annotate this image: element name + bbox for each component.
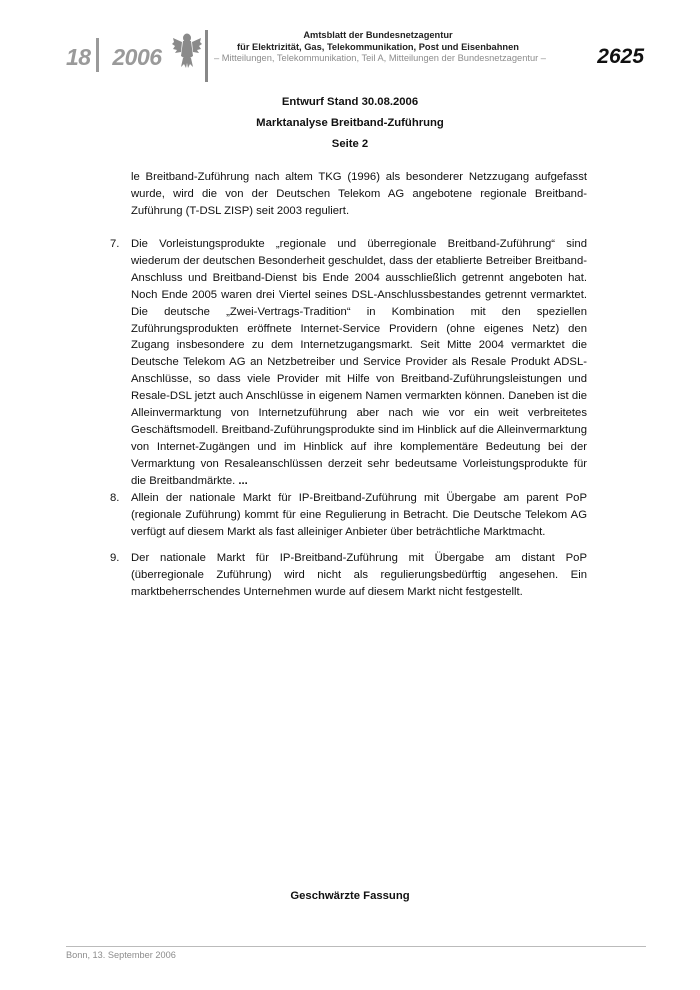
redacted-version-label: Geschwärzte Fassung: [290, 890, 410, 902]
publisher-line-2: für Elektrizität, Gas, Telekommunikation, Post und Eisenbahnen: [237, 41, 519, 52]
publisher-title: [214, 30, 542, 53]
issue-divider: [96, 38, 99, 72]
issue-number: 18: [66, 44, 91, 70]
item-8-paragraph: Allein der nationale Markt für IP-Breitband-Zuführung mit Übergabe am parent PoP (regionale Zuführung) kommt für eine Regulierung in Betracht. Die Deutsche Telekom AG verfügt auf diesem Markt als fast alleiniger Anbieter über beträchtliche Marktmacht.: [131, 492, 587, 538]
header-divider: [205, 30, 208, 82]
item-7-text: Die Vorleistungsprodukte „regionale und überregionale Breitband-Zuführung“ sind wiederum der deutschen Besonderheit geschuldet, dass der etablierte Betreiber Breitband-Anschluss und Breitband-Dienst bis Ende 2004 ausschließlich getrennt angeboten hat. Noch Ende 2005 waren drei Viertel seines DSL-Anschlussbestandes getrennt vermarktet. Die deutsche „Zwei-Vertrags-Tradition“ in Kombination mit den speziellen Zuführungsprodukten eröffnete Internet-Service Providern (ohne eigenes Netz) den Zugang insbesondere zu dem Internetzugangsmarkt. Seit Mitte 2004 vermarktet die Deutsche Telekom AG an Netzbetreiber und Service Provider als Resale Produkt ADSL-Anschlüsse, so dass viele Provider mit Hilfe von Breitband-Zuführungsleistungen und Resale-DSL jetzt auch Anschlüsse in eigenem Namen vermarkten können. Daneben ist die Alleinvermarktung von Internetzuführung aber nach wie vor ein weit verbreitetes Geschäftsmodell. Breitband-Zuführungsprodukte sind im Hinblick auf die Alleinvermarktung von Internet-Zugängen und im Hinblick auf ihre komplementäre Bedeutung bei der Vermarktung von Resaleanschlüssen derzeit sehr bedeutsame Vorleistungsprodukte für die Breitbandmärkte.: [131, 238, 587, 487]
issue-label: [66, 44, 162, 71]
federal-eagle-icon: [172, 30, 202, 72]
item-9-number: 9.: [110, 552, 120, 564]
item-7-number: 7.: [110, 238, 120, 250]
page-label: Seite 2: [331, 138, 369, 150]
issue-year: 2006: [112, 44, 162, 70]
item-7-ellipsis: ...: [235, 474, 248, 487]
footer-rule: [66, 946, 646, 947]
item-8-number: 8.: [110, 492, 120, 504]
page-number: 2625: [597, 45, 644, 68]
item-7-paragraph: [131, 236, 587, 490]
draft-status-line: Entwurf Stand 30.08.2006: [281, 96, 419, 108]
intro-paragraph: le Breitband-Zuführung nach altem TKG (1996) als besonderer Netzzugang aufgefasst wurde, wird die von der Deutschen Telekom AG angebotene regionale Breitband-Zuführung (T-DSL ZISP) seit 2003 reguliert.: [131, 171, 587, 217]
publisher-subtitle: – Mitteilungen, Telekommunikation, Teil A, Mitteilungen der Bundesnetzagentur –: [214, 53, 546, 63]
publisher-line-1: Amtsblatt der Bundesnetzagentur: [303, 30, 453, 40]
item-9-paragraph: Der nationale Markt für IP-Breitband-Zuführung mit Übergabe am distant PoP (überregionale Zuführung) wird nicht als regulierungsbedürftig angesehen. Ein marktbeherrschendes Unternehmen wurde auf diesem Markt nicht festgestellt.: [131, 552, 587, 598]
document-title: Marktanalyse Breitband-Zuführung: [256, 117, 444, 129]
footer-place-date: Bonn, 13. September 2006: [66, 950, 176, 960]
